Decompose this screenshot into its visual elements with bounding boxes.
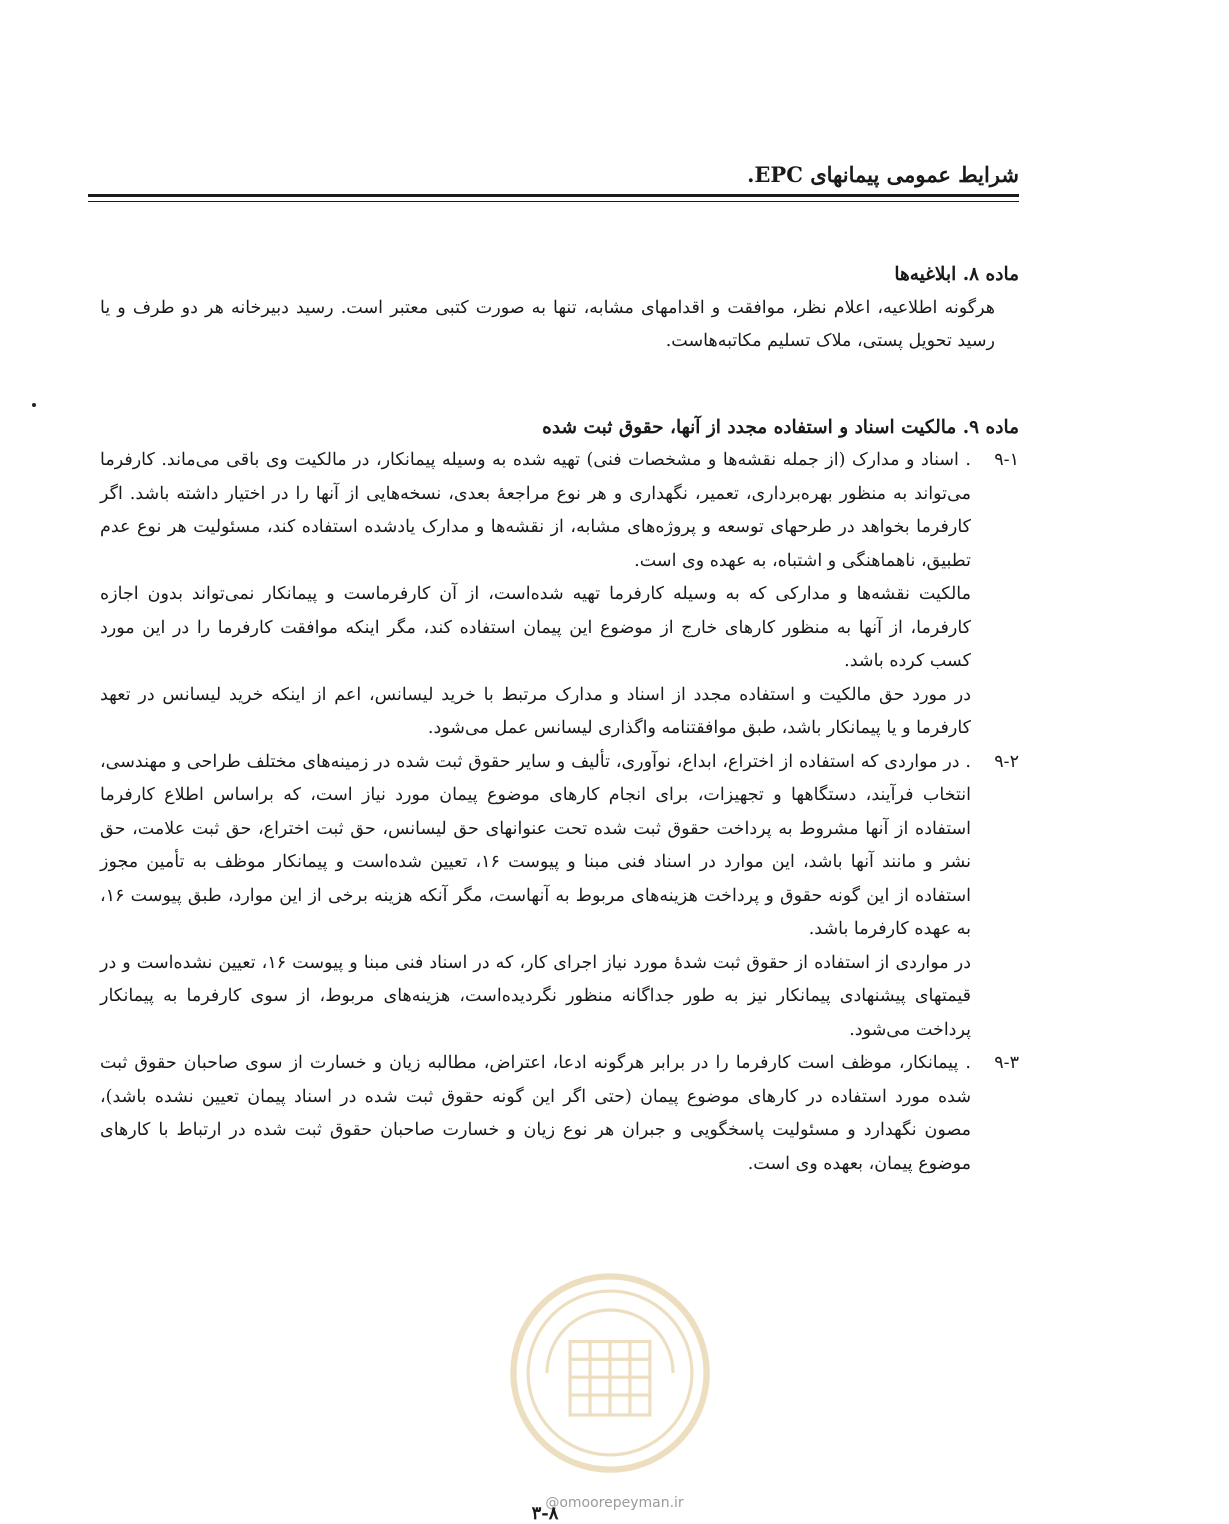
item-text: . پیمانکار، موظف است کارفرما را در برابر هرگونه ادعا، اعتراض، مطالبه زیان و خسارت از سوی صاحبان حقوق ثبت شده مورد استفاده در کارهای موضوع پیمان (حتی اگر این گونه حقوق ثبت شده در اسناد پیمان تعیین نشده باشد)، مصون نگهدارد و مسئولیت پاسخگویی و جبران هر نوع زیان و خسارت صاحبان حقوق ثبت شده در ارتباط با کارهای موضوع پیمان، بعهده وی است. <box>100 1053 971 1174</box>
item-9-3 <box>100 1047 1019 1181</box>
header-rule-thin <box>88 201 1019 202</box>
item-9-1-paragraph-2: در مورد حق مالکیت و استفاده مجدد از اسناد و مدارک مرتبط با خرید لیسانس، اعم از اینکه خرید لیسانس در تعهد کارفرما و یا پیمانکار باشد، طبق موافقتنامه واگذاری لیسانس عمل می‌شود. <box>100 684 971 738</box>
item-9-2-paragraph-1: در مواردی از استفاده از حقوق ثبت شدهٔ مورد نیاز اجرای کار، که در اسناد فنی مبنا و پیوست ۱۶، تعیین نشده‌است و در قیمتهای پیشنهادی پیمانکار نیز به طور جداگانه منظور نگردیده‌است، هزینه‌های مربوط، از سوی کارفرما به پیمانکار پرداخت می‌شود. <box>100 952 971 1040</box>
running-header: شرایط عمومی پیمانهای EPC. <box>747 162 1019 187</box>
item-9-2 <box>100 746 1019 947</box>
header-rule-thick <box>88 194 1019 197</box>
item-9-1-paragraph-1: مالکیت نقشه‌ها و مدارکی که به وسیله کارفرما تهیه شده‌است، از آن کارفرماست و پیمانکار نمی‌تواند بدون اجازه کارفرما، از آنها به منظور کارهای خارج از موضوع این پیمان استفاده کند، مگر اینکه موافقت کارفرما را در این مورد کسب کرده باشد. <box>100 584 971 671</box>
stray-dot <box>32 403 36 407</box>
item-text: . در مواردی که استفاده از اختراع، ابداع، نوآوری، تألیف و سایر حقوق ثبت شده در زمینه‌های مختلف طراحی و مهندسی، انتخاب فرآیند، دستگاهها و تجهیزات، برای انجام کارهای موضوع پیمان مورد نیاز است، که براساس اطلاع کارفرما استفاده از آنها مشروط به پرداخت حقوق ثبت شده تحت عنوانهای حق لیسانس، حق ثبت اختراع، حق ثبت علامت، حق نشر و مانند آنها باشد، این موارد در اسناد فنی مبنا و پیوست ۱۶، تعیین شده‌است و پیمانکار موظف به تأمین مجوز استفاده از این گونه حقوق و پرداخت هزینه‌های مربوط به آنهاست، مگر آنکه هزینه برخی از این موارد، طبق پیوست ۱۶، به عهده کارفرما باشد. <box>100 751 971 939</box>
item-text: . اسناد و مدارک (از جمله نقشه‌ها و مشخصات فنی) تهیه شده به وسیله پیمانکار، در مالکیت وی باقی می‌ماند. کارفرما می‌تواند به منظور بهره‌برداری، تعمیر، نگهداری و هر نوع مراجعهٔ بعدی، نسخه‌هایی از آنها را در اختیار داشته باشد. اگر کارفرما بخواهد در طرحهای توسعه و پروژه‌های مشابه، از نقشه‌ها و مدارک یادشده استفاده کند، مسئولیت هر نوع عدم تطبیق، ناهماهنگی و اشتباه، به عهده وی است. <box>100 450 971 571</box>
document-body <box>100 258 1019 1181</box>
section-8-heading: ماده ۸. ابلاغیه‌ها <box>894 264 1019 285</box>
item-number: ۹-۲ <box>994 751 1019 772</box>
watermark-seal-icon <box>505 1268 715 1478</box>
item-9-1 <box>100 444 1019 578</box>
item-number: ۹-۱ <box>994 450 1019 470</box>
section-9-heading: ماده ۹. مالکیت اسناد و استفاده مجدد از آنها، حقوق ثبت شده <box>542 416 1019 438</box>
section-8-paragraph: هرگونه اطلاعیه، اعلام نظر، موافقت و اقدامهای مشابه، تنها به صورت کتبی معتبر است. رسید دبیرخانه هر دو طرف و یا رسید تحویل پستی، ملاک تسلیم مکاتبه‌هاست. <box>100 297 995 351</box>
item-number: ۹-۳ <box>994 1053 1019 1073</box>
footer-website: @omoorepeyman.ir <box>545 1495 684 1511</box>
page-number: ۳-۸ <box>531 1503 559 1524</box>
